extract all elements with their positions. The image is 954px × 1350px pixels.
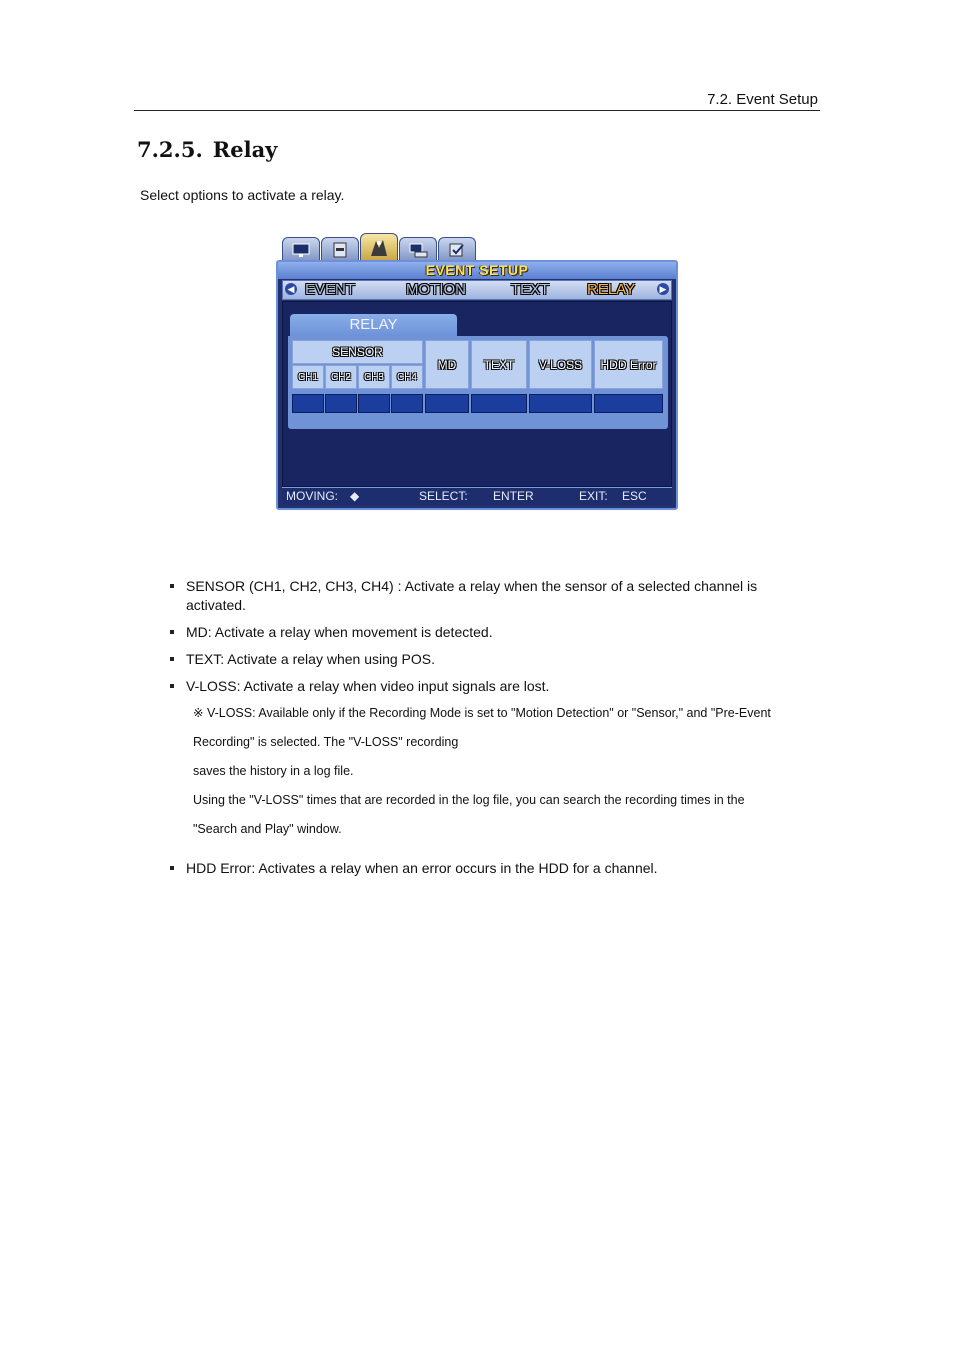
ch2-header: CH2 (325, 365, 357, 389)
menu-left-arrow-icon[interactable]: ◀ (285, 283, 297, 295)
menu-right-arrow-icon[interactable]: ▶ (657, 283, 669, 295)
md-relay-select[interactable] (425, 394, 469, 413)
list-item (168, 859, 818, 878)
hdd-error-relay-select[interactable] (594, 394, 663, 413)
menu-item-motion[interactable]: MOTION (406, 281, 466, 298)
dvr-event-setup-screenshot (276, 233, 678, 509)
bullet-icon (170, 630, 174, 634)
intro-paragraph: Select options to activate a relay. (140, 187, 345, 203)
list-item-text: HDD Error: Activates a relay when an error occurs in the HDD for a channel. (186, 860, 658, 876)
select-key: ENTER (493, 489, 534, 503)
text-header: TEXT (471, 340, 527, 389)
bullet-icon (170, 584, 174, 588)
ch2-relay-select[interactable] (325, 394, 357, 413)
note-line: ※ V-LOSS: Available only if the Recording Mode is set to "Motion Detection" or "Sensor," and "Pre-Event (193, 706, 771, 720)
dvr-status-bar (282, 487, 672, 505)
list-item (168, 650, 818, 669)
dvr-tab-bar (282, 233, 482, 261)
note-line: saves the history in a log file. (193, 764, 354, 778)
list-item-text: V-LOSS: Activate a relay when video input signals are lost. (186, 678, 550, 694)
system-check-icon[interactable] (438, 237, 476, 262)
vloss-header: V-LOSS (529, 340, 592, 389)
menu-item-text[interactable]: TEXT (511, 281, 550, 298)
menu-item-relay[interactable]: RELAY (587, 281, 636, 298)
menu-item-event[interactable]: EVENT (305, 281, 356, 298)
list-item-text: SENSOR (CH1, CH2, CH3, CH4) : Activate a relay when the sensor of a selected channel is activated. (186, 578, 758, 613)
vloss-note (168, 704, 818, 849)
exit-label: EXIT: (579, 489, 608, 503)
section-number: 7.2.5. (137, 137, 203, 162)
ch3-header: CH3 (358, 365, 390, 389)
list-item (168, 623, 818, 642)
list-item (168, 577, 818, 615)
ch1-header: CH1 (292, 365, 324, 389)
vloss-relay-select[interactable] (529, 394, 592, 413)
sensor-header: SENSOR (292, 340, 423, 364)
note-line: Using the "V-LOSS" times that are recorded in the log file, you can search the recording times in the (193, 793, 745, 807)
relay-panel (288, 336, 668, 429)
list-item (168, 677, 818, 696)
list-item-text: TEXT: Activate a relay when using POS. (186, 651, 436, 667)
dvr-window (276, 260, 678, 510)
monitor-icon[interactable] (282, 237, 320, 262)
ch4-header: CH4 (391, 365, 423, 389)
exit-key: ESC (622, 489, 647, 503)
bullet-icon (170, 657, 174, 661)
select-label: SELECT: (419, 489, 468, 503)
running-header: 7.2. Event Setup (707, 91, 818, 108)
section-heading: Relay (212, 137, 278, 162)
option-list (168, 577, 818, 886)
note-line: "Search and Play" window. (193, 822, 342, 836)
note-line: Recording" is selected. The "V-LOSS" recording (193, 735, 459, 749)
bullet-icon (170, 866, 174, 870)
moving-label: MOVING: (286, 489, 339, 503)
dvr-menu-bar (282, 280, 672, 300)
event-icon[interactable] (360, 233, 398, 262)
network-icon[interactable] (399, 237, 437, 262)
ch3-relay-select[interactable] (358, 394, 390, 413)
text-relay-select[interactable] (471, 394, 527, 413)
hdd-error-header: HDD Error (594, 340, 663, 389)
ch1-relay-select[interactable] (292, 394, 324, 413)
header-rule (134, 110, 820, 111)
left-right-arrows-icon: ◆ (350, 489, 360, 503)
dvr-window-title: EVENT SETUP (278, 262, 676, 279)
hdd-icon[interactable] (321, 237, 359, 262)
relay-panel-tab[interactable]: RELAY (290, 314, 457, 336)
dvr-content-area (282, 301, 672, 487)
section-title (137, 137, 277, 162)
md-header: MD (425, 340, 469, 389)
bullet-icon (170, 684, 174, 688)
ch4-relay-select[interactable] (391, 394, 423, 413)
list-item-text: MD: Activate a relay when movement is detected. (186, 624, 493, 640)
